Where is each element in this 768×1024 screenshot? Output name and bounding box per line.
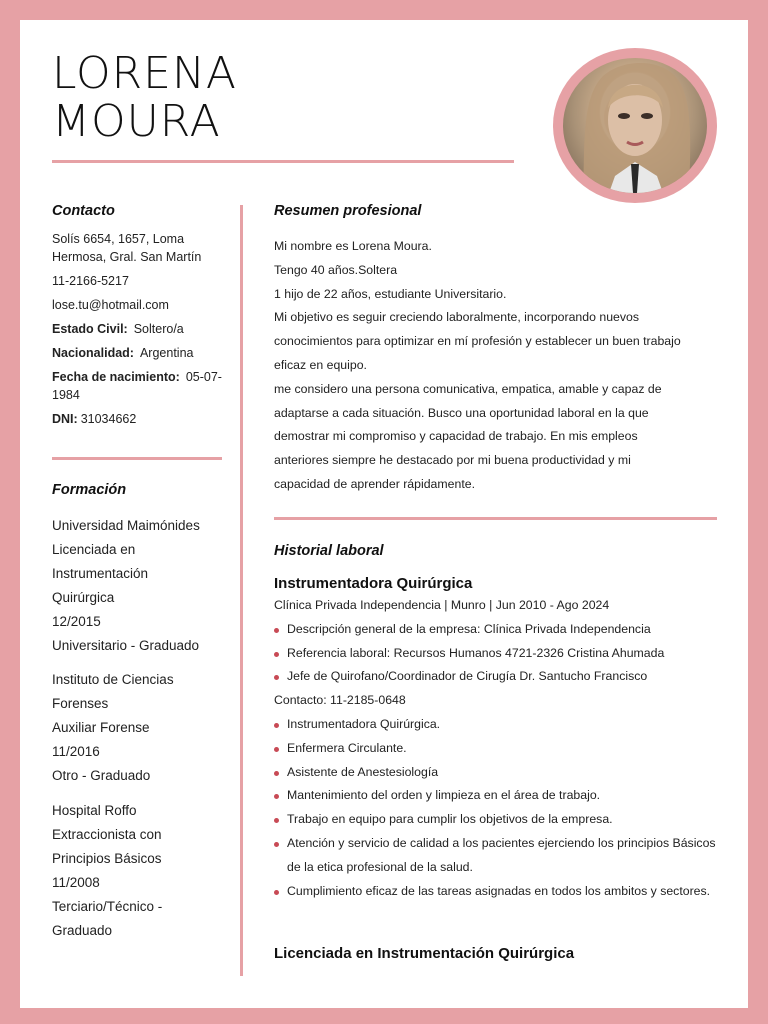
contact-divider	[52, 457, 222, 460]
summary-line: conocimientos para optimizar en mí profesión y establecer un buen trabajo	[274, 334, 681, 349]
education-line: Extraccionista con	[52, 827, 162, 842]
summary-text	[274, 235, 718, 497]
resume-page	[20, 20, 748, 1008]
list-item: Enfermera Circulante.	[274, 737, 718, 761]
education-entry	[52, 668, 232, 788]
education-line: Terciario/Técnico -	[52, 899, 163, 914]
job-bullets	[274, 618, 718, 689]
education-line: Instrumentación	[52, 566, 149, 581]
list-item: Instrumentadora Quirúrgica.	[274, 713, 718, 737]
education-entry	[52, 799, 232, 943]
nationality-value: Argentina	[139, 346, 194, 360]
summary-line: Tengo 40 años.Soltera	[274, 262, 398, 277]
first-name: LORENA	[52, 48, 237, 99]
candidate-name	[52, 50, 237, 146]
civil-status-label: Estado Civil:	[52, 322, 128, 336]
dni-label: DNI:	[52, 412, 78, 426]
summary-divider	[274, 517, 717, 520]
nationality-label: Nacionalidad:	[52, 346, 134, 360]
address: Solís 6654, 1657, Loma Hermosa, Gral. San Martín	[52, 232, 202, 264]
nationality	[52, 344, 222, 362]
column-divider	[240, 205, 243, 976]
list-item: Referencia laboral: Recursos Humanos 4721-2326 Cristina Ahumada	[274, 642, 718, 666]
email: lose.tu@hotmail.com	[52, 298, 169, 312]
profile-photo-icon	[563, 58, 707, 193]
education-line: Universidad Maimónides	[52, 518, 200, 533]
education-line: Instituto de Ciencias	[52, 672, 174, 687]
list-item: Cumplimiento eficaz de las tareas asignadas en todos los ambitos y sectores.	[274, 880, 718, 904]
job-entry	[274, 575, 718, 903]
education-line: Hospital Roffo	[52, 803, 137, 818]
job-title: Instrumentadora Quirúrgica	[274, 575, 473, 592]
dni-value: 31034662	[80, 412, 137, 426]
name-divider	[52, 160, 514, 163]
education-entry	[52, 514, 232, 658]
list-item: Asistente de Anestesiología	[274, 761, 718, 785]
summary-line: me considero una persona comunicativa, empatica, amable y capaz de	[274, 381, 662, 396]
civil-status	[52, 320, 222, 338]
history-title: Historial laboral	[274, 543, 384, 559]
education-line: Universitario - Graduado	[52, 638, 200, 653]
education-line: Auxiliar Forense	[52, 720, 150, 735]
education-line: Graduado	[52, 923, 113, 938]
list-item: Descripción general de la empresa: Clínica Privada Independencia	[274, 618, 718, 642]
summary-title: Resumen profesional	[274, 203, 422, 219]
summary-line: Mi nombre es Lorena Moura.	[274, 239, 432, 253]
summary-line: anteriores siempre he destacado por mi buena productividad y mi	[274, 453, 631, 468]
phone: 11-2166-5217	[52, 274, 129, 288]
list-item: Trabajo en equipo para cumplir los objetivos de la empresa.	[274, 808, 718, 832]
photo-frame	[553, 48, 717, 203]
job-bullets	[274, 713, 718, 903]
education-line: Principios Básicos	[52, 851, 162, 866]
civil-status-value: Soltero/a	[133, 322, 184, 336]
last-name: MOURA	[52, 96, 221, 147]
contact-title: Contacto	[52, 203, 115, 219]
birth-date	[52, 368, 222, 404]
list-item: Atención y servicio de calidad a los pacientes ejerciendo los principios Básicos de la etica profesional de la salud.	[274, 832, 718, 880]
birth-date-label: Fecha de nacimiento:	[52, 370, 180, 384]
summary-line: Mi objetivo es seguir creciendo laboralmente, incorporando nuevos	[274, 310, 640, 325]
dni	[52, 410, 222, 428]
job-title: Licenciada en Instrumentación Quirúrgica	[274, 945, 575, 962]
job-meta: Clínica Privada Independencia | Munro | Jun 2010 - Ago 2024	[274, 598, 610, 612]
education-line: 11/2016	[52, 744, 100, 759]
education-line: Quirúrgica	[52, 590, 115, 605]
summary-line: capacidad de aprender rápidamente.	[274, 476, 475, 491]
summary-line: demostrar mi compromiso y capacidad de trabajo. En mis empleos	[274, 429, 638, 444]
job-contact: Contacto: 11-2185-0648	[274, 693, 406, 708]
education-line: Licenciada en	[52, 542, 136, 557]
education-line: Forenses	[52, 696, 109, 711]
summary-line: adaptarse a cada situación. Busco una oportunidad laboral en la que	[274, 405, 649, 420]
contact-section	[52, 203, 222, 428]
education-line: 12/2015	[52, 614, 101, 629]
summary-line: eficaz en equipo.	[274, 357, 367, 372]
birth-date-value: 05-07-1984	[52, 370, 222, 402]
education-title: Formación	[52, 482, 127, 498]
education-line: Otro - Graduado	[52, 768, 151, 783]
summary-line: 1 hijo de 22 años, estudiante Universitario.	[274, 286, 507, 301]
education-line: 11/2008	[52, 875, 100, 890]
list-item: Jefe de Quirofano/Coordinador de Cirugía Dr. Santucho Francisco	[274, 665, 718, 689]
list-item: Mantenimiento del orden y limpieza en el área de trabajo.	[274, 784, 718, 808]
